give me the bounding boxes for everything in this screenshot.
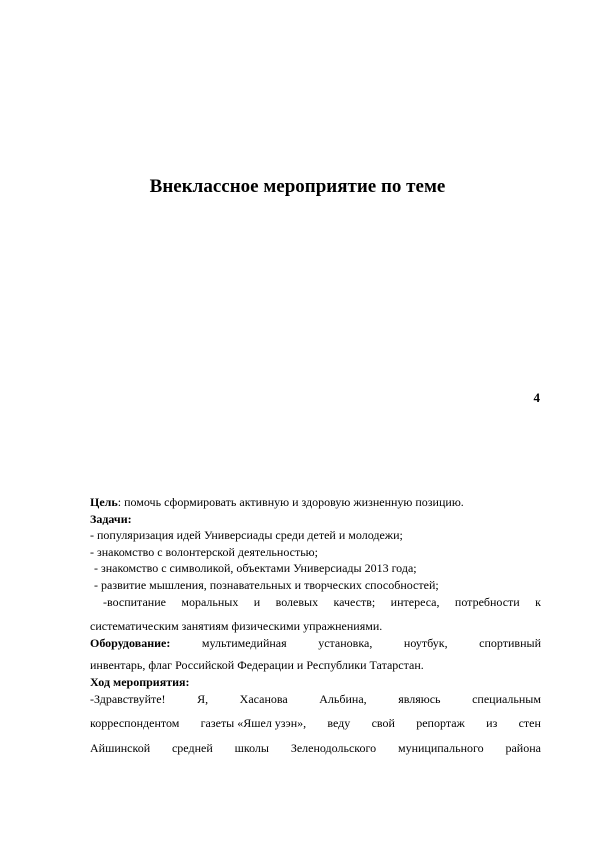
tasks-heading: Задачи: — [90, 511, 132, 526]
word: моральных — [181, 594, 239, 609]
word: средней — [171, 740, 213, 755]
word: волевых — [275, 594, 319, 609]
word: веду — [327, 716, 351, 731]
word: и — [253, 594, 261, 609]
procedure-line — [90, 715, 541, 732]
word: специальным — [472, 691, 541, 706]
word: потребности — [454, 594, 520, 609]
task-item-continuation: систематическим занятиям физическими упражнениями. — [90, 619, 383, 634]
page-number: 4 — [533, 390, 540, 405]
word: корреспондентом — [90, 716, 180, 731]
procedure-line — [90, 691, 541, 708]
document-title: Внеклассное мероприятие по теме — [149, 176, 446, 197]
task-item: - знакомство с символикой, объектами Универсиады 2013 года; — [94, 561, 417, 576]
word: Зеленодольского — [290, 740, 377, 755]
task-item: - знакомство с волонтерской деятельностью; — [90, 544, 318, 559]
word: Айшинской — [90, 740, 151, 755]
word: установка, — [318, 635, 373, 650]
word: являюсь — [398, 691, 441, 706]
word: свой — [371, 716, 395, 731]
word: качеств; — [333, 594, 376, 609]
word: спортивный — [479, 635, 541, 650]
word: Альбина, — [319, 691, 367, 706]
word: Хасанова — [239, 691, 288, 706]
word: -воспитание — [103, 594, 166, 609]
equipment-line — [90, 635, 541, 652]
equipment-continuation: инвентарь, флаг Российской Федерации и Республики Татарстан. — [90, 658, 424, 673]
word: муниципального — [397, 740, 484, 755]
word: газеты «Яшел узэн», — [200, 716, 307, 731]
word: школы — [234, 740, 269, 755]
word: мультимедийная — [201, 635, 287, 650]
word: -Здравствуйте! — [90, 691, 166, 706]
word: района — [505, 740, 541, 755]
task-item: - развитие мышления, познавательных и творческих способностей; — [94, 577, 439, 592]
word: стен — [518, 716, 541, 731]
goal-line — [90, 494, 541, 511]
equipment-label: Оборудование: — [90, 635, 171, 650]
goal-text: : помочь сформировать активную и здоровую жизненную позицию. — [117, 495, 464, 509]
task-item-justified — [90, 594, 541, 611]
procedure-heading: Ход мероприятия: — [90, 674, 190, 689]
procedure-line — [90, 740, 541, 757]
document-body — [90, 494, 541, 756]
goal-label: Цель — [90, 495, 118, 509]
word: из — [486, 716, 498, 731]
word: к — [535, 594, 541, 609]
task-item: - популяризация идей Универсиады среди детей и молодежи; — [90, 528, 403, 543]
word: репортаж — [416, 716, 465, 731]
word: интереса, — [390, 594, 440, 609]
word: ноутбук, — [403, 635, 448, 650]
word: Я, — [197, 691, 209, 706]
